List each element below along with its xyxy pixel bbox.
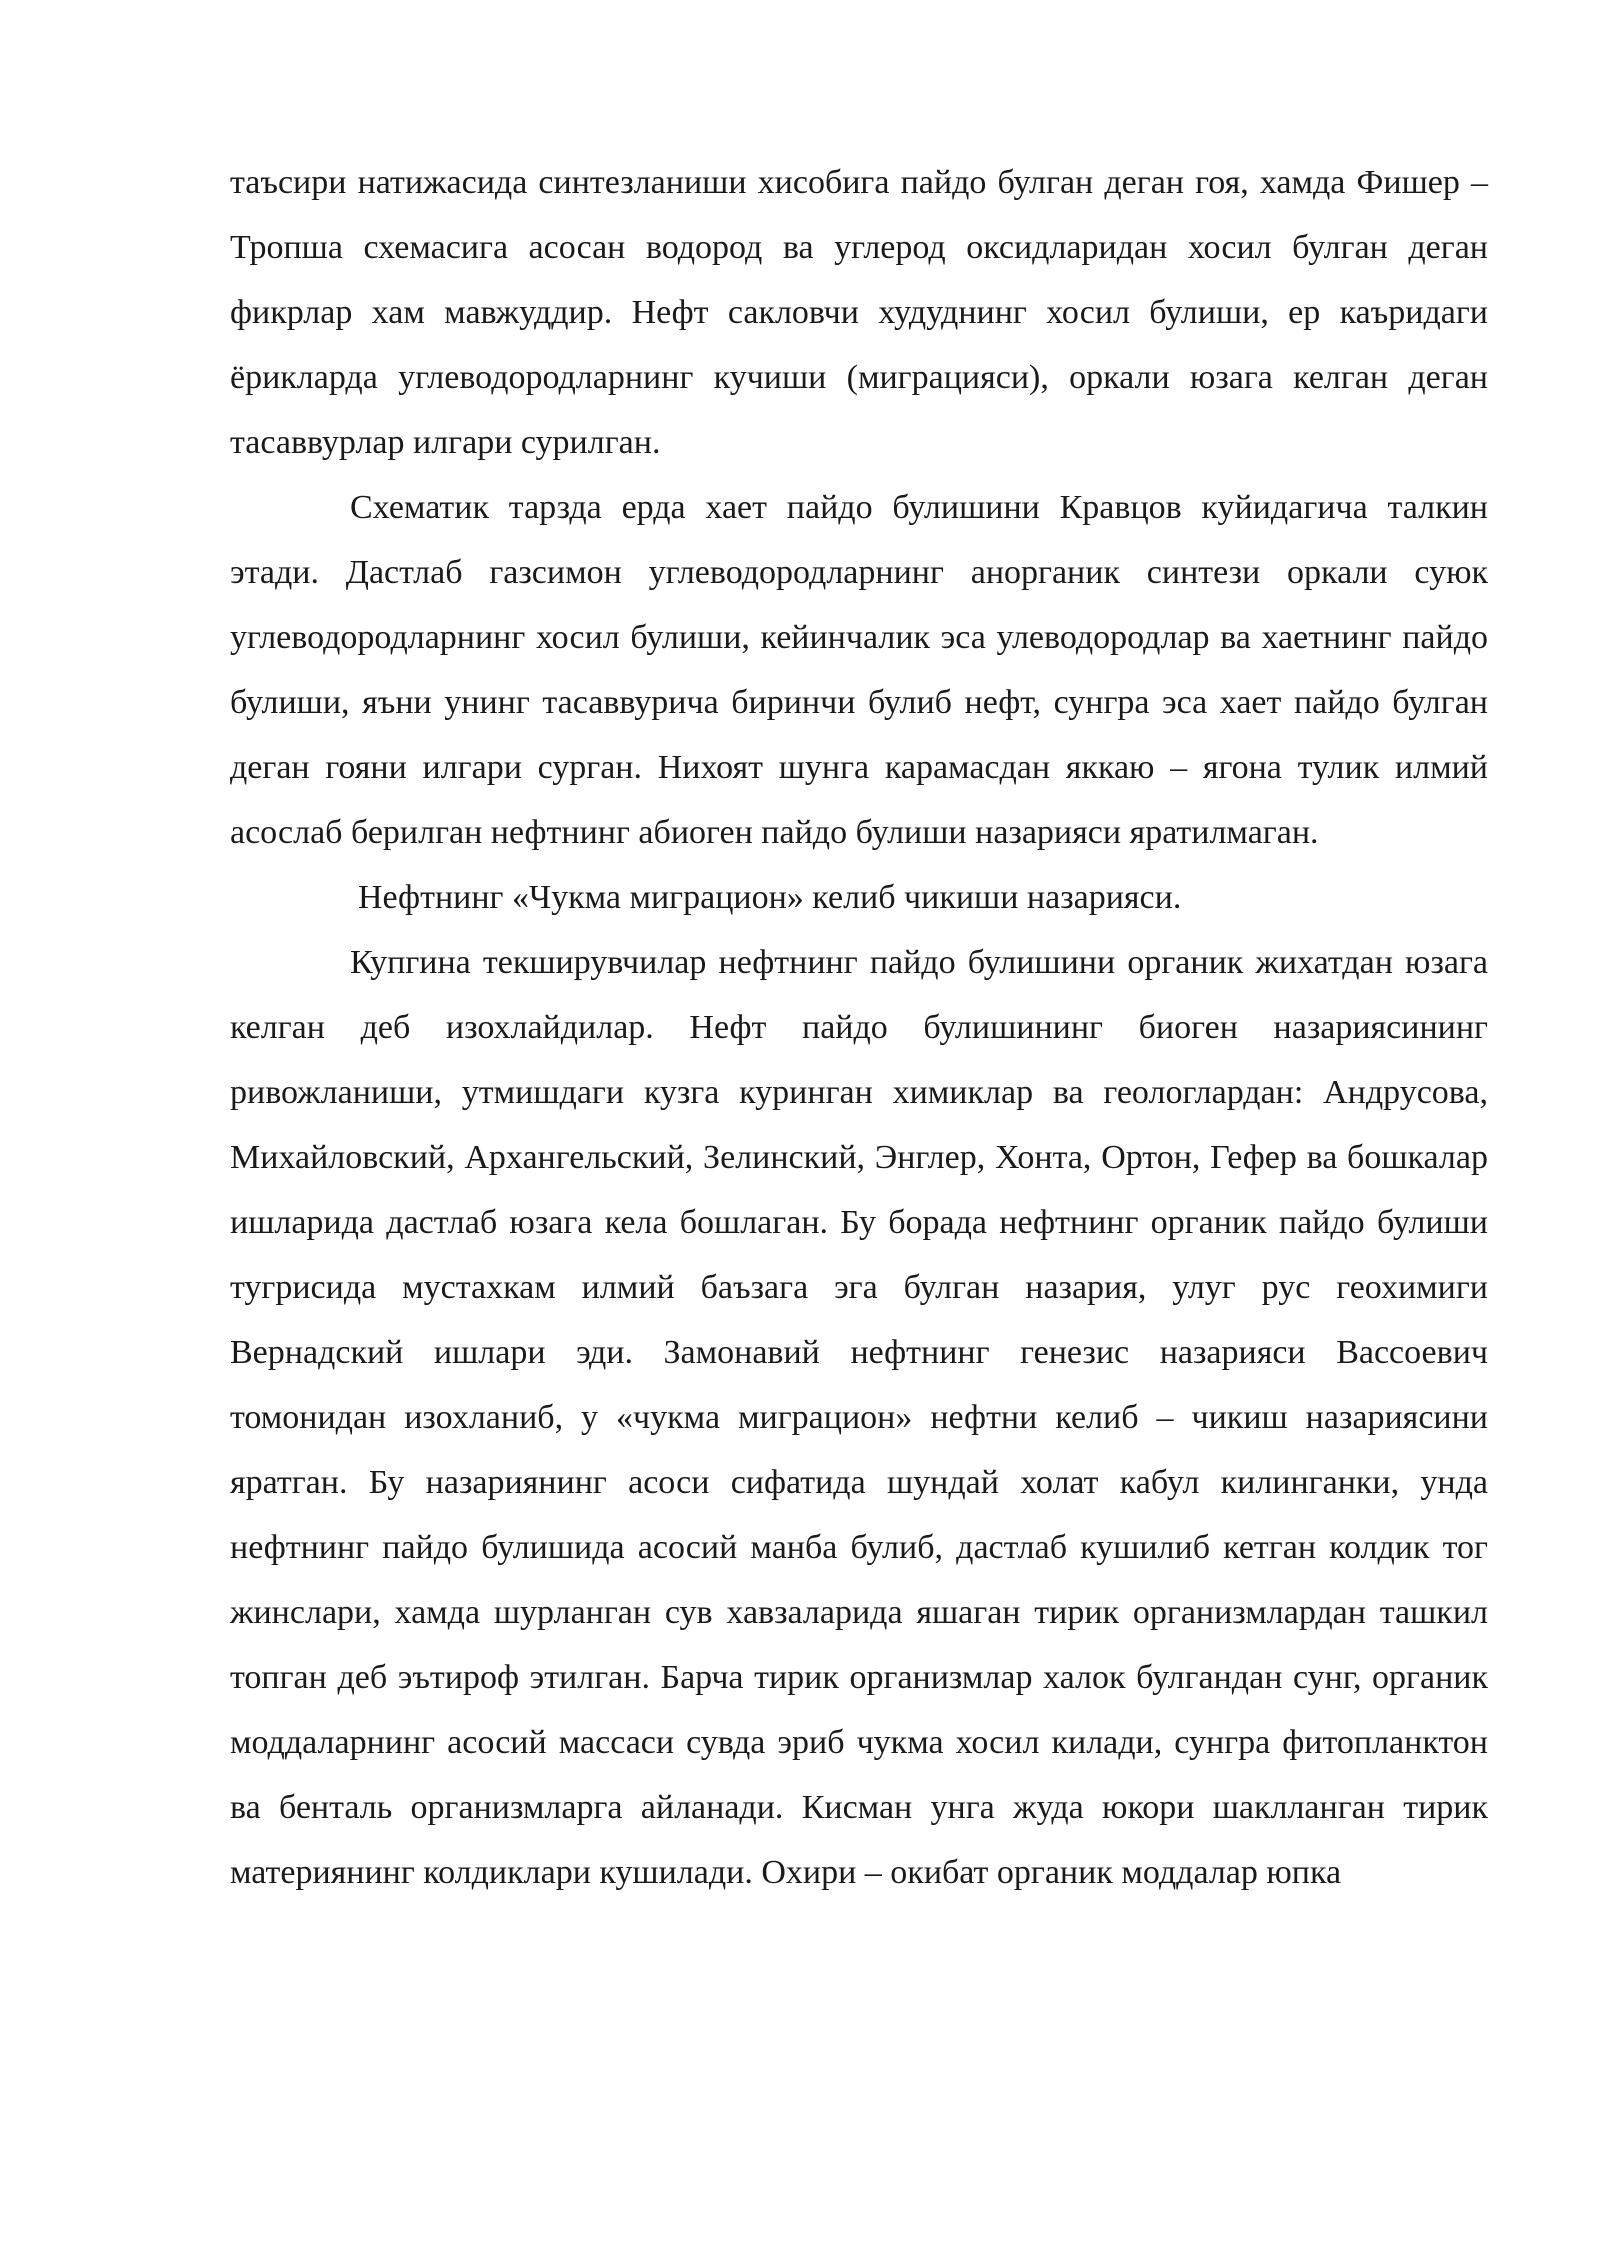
paragraph-biogenic-theory: Купгина текширувчилар нефтнинг пайдо булишини органик жихатдан юзага келган деб изохлайдилар. Нефт пайдо булишининг биоген назариясининг ривожланиши, утмишдаги кузга куринган химиклар ва геологлардан: Андрусова, Михайловский, Архангельский, Зелинский, Энглер, Хонта, Ортон, Гефер ва бошкалар ишларида дастлаб юзага кела бошлаган. Бу борада нефтнинг органик пайдо булиши тугрисида мустахкам илмий баъзага эга булган назария, улуг рус геохимиги Вернадский ишлари эди. Замонавий нефтнинг генезис назарияси Вассоевич томонидан изохланиб, у «чукма миграцион» нефтни келиб – чикиш назариясини яратган. Бу назариянинг асоси сифатида шундай холат кабул килинганки, унда нефтнинг пайдо булишида асосий манба булиб, дастлаб кушилиб кетган колдик тог жинслари, хамда шурланган сув хавзаларида яшаган тирик организмлардан ташкил топган деб эътироф этилган. Барча тирик организмлар халок булгандан сунг, органик моддаларнинг асосий массаси сувда эриб чукма хосил килади, сунгра фитопланктон ва бенталь организмларга айланади. Кисман унга жуда юкори шаклланган тирик материянинг колдиклари кушилади. Охири – окибат органик моддалар юпка (230, 944, 1488, 1891)
paragraph-kravtsov: Схематик тарзда ерда хает пайдо булишини Кравцов куйидагича талкин этади. Дастлаб газсимон углеводородларнинг анорганик синтези оркали суюк углеводородларнинг хосил булиши, кейинчалик эса улеводородлар ва хаетнинг пайдо булиши, яъни унинг тасаввурича биринчи булиб нефт, сунгра эса хает пайдо булган деган гояни илгари сурган. Нихоят шунга карамасдан яккаю – ягона тулик илмий асослаб берилган нефтнинг абиоген пайдо булиши назарияси яратилмаган. (230, 489, 1488, 851)
document-body (230, 150, 1488, 1905)
paragraph-continuation: таъсири натижасида синтезланиши хисобига пайдо булган деган гоя, хамда Фишер – Тропша схемасига асосан водород ва углерод оксидларидан хосил булган деган фикрлар хам мавжуддир. Нефт сакловчи худуднинг хосил булиши, ер каъридаги ёрикларда углеводородларнинг кучиши (миграцияси), оркали юзага келган деган тасаввурлар илгари сурилган. (230, 164, 1488, 461)
section-heading: Нефтнинг «Чукма миграцион» келиб чикиши назарияси. (358, 879, 1182, 916)
